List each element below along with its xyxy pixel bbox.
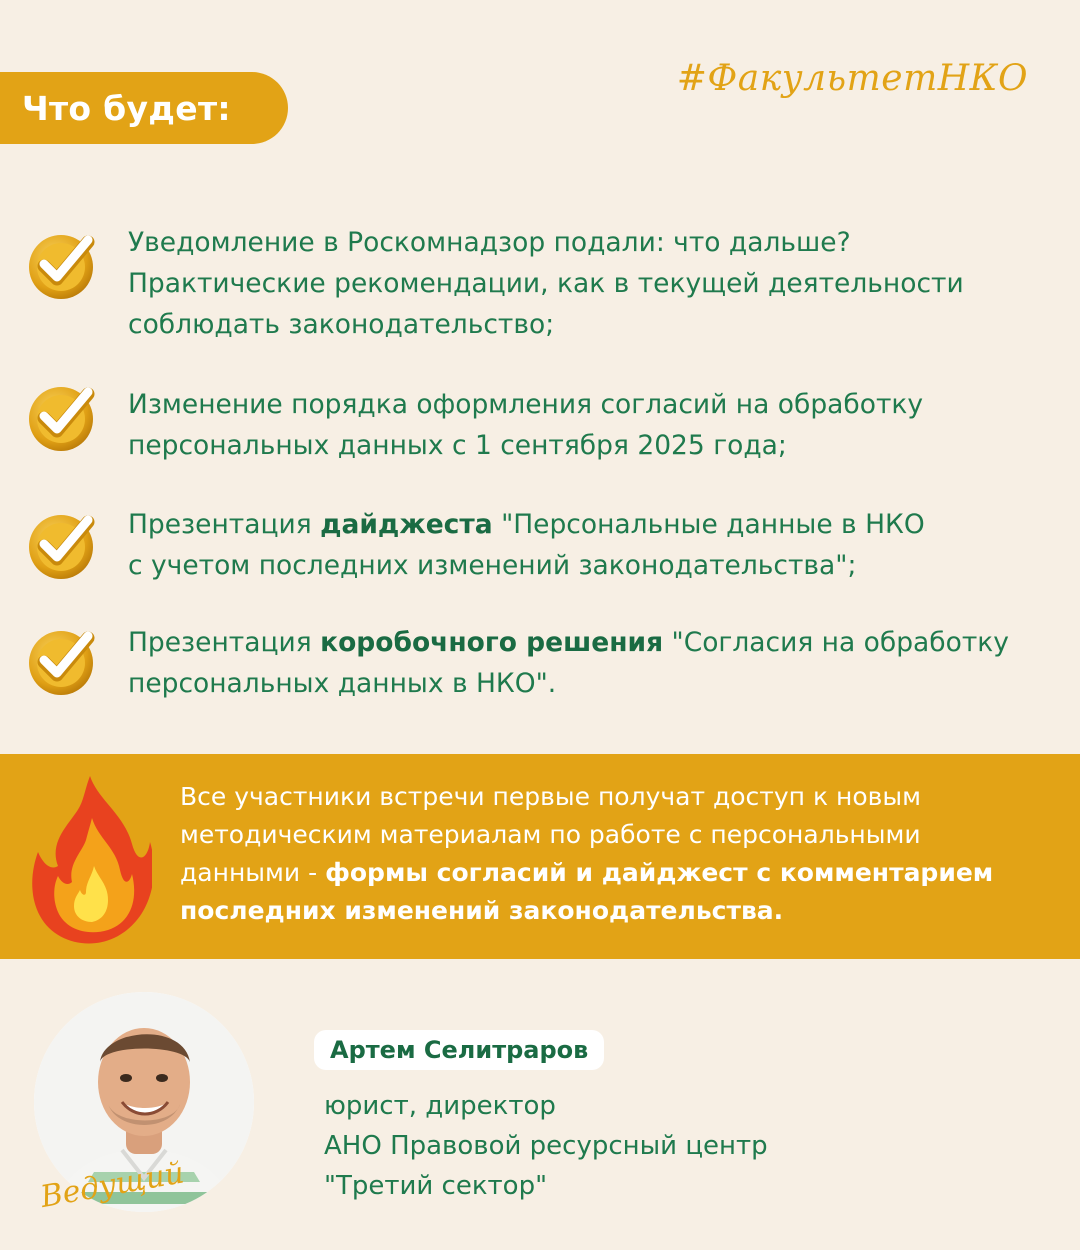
agenda-line: Изменение порядка оформления согласий на обработку	[128, 389, 924, 420]
agenda-line	[128, 622, 1068, 663]
check-badge-icon	[26, 508, 100, 582]
banner-line: Все участники встречи первые получат доступ к новым	[180, 782, 921, 811]
banner-line	[180, 892, 1060, 930]
agenda-suffix: "Согласия на обработку	[663, 627, 1009, 658]
banner-highlight: формы согласий и дайджест с комментарием	[325, 858, 994, 887]
host-role-line: "Третий сектор"	[324, 1171, 548, 1201]
host-name: Артем Селитраров	[330, 1036, 589, 1064]
check-badge-icon	[26, 624, 100, 698]
agenda-prefix: Презентация	[128, 627, 321, 658]
agenda-line: Уведомление в Роскомнадзор подали: что дальше?	[128, 227, 851, 258]
host-role-line: юрист, директор	[324, 1091, 556, 1121]
announcement-text	[180, 778, 1060, 930]
fire-icon	[28, 770, 152, 946]
agenda-item-text	[128, 504, 1068, 586]
host-label: Ведущий	[37, 1155, 187, 1215]
announcement-banner	[0, 754, 1080, 959]
agenda-highlight: коробочного решения	[320, 627, 664, 658]
host-role-line: АНО Правовой ресурсный центр	[324, 1131, 768, 1161]
agenda-line: Практические рекомендации, как в текущей деятельности	[128, 268, 964, 299]
agenda-item-text	[128, 222, 1068, 345]
host-role	[324, 1086, 1024, 1206]
agenda-line: соблюдать законодательство;	[128, 309, 555, 340]
host-name-badge	[314, 1030, 604, 1070]
agenda-line: персональных данных в НКО".	[128, 668, 557, 699]
banner-line: методическим материалам по работе с персональными	[180, 820, 921, 849]
agenda-highlight: дайджеста	[320, 509, 493, 540]
section-title: Что будет:	[22, 88, 231, 128]
agenda-line: с учетом последних изменений законодательства";	[128, 550, 857, 581]
hashtag-label: #ФакультетНКО	[676, 58, 1028, 99]
agenda-line	[128, 504, 1068, 545]
section-title-pill	[0, 72, 288, 144]
agenda-line: персональных данных с 1 сентября 2025 года;	[128, 430, 787, 461]
banner-line	[180, 854, 1060, 892]
banner-highlight: последних изменений законодательства.	[180, 896, 784, 925]
agenda-suffix: "Персональные данные в НКО	[492, 509, 925, 540]
agenda-item-text	[128, 622, 1068, 704]
agenda-prefix: Презентация	[128, 509, 321, 540]
check-badge-icon	[26, 228, 100, 302]
banner-plain: данными -	[180, 858, 326, 887]
check-badge-icon	[26, 380, 100, 454]
agenda-item-text	[128, 384, 1068, 466]
